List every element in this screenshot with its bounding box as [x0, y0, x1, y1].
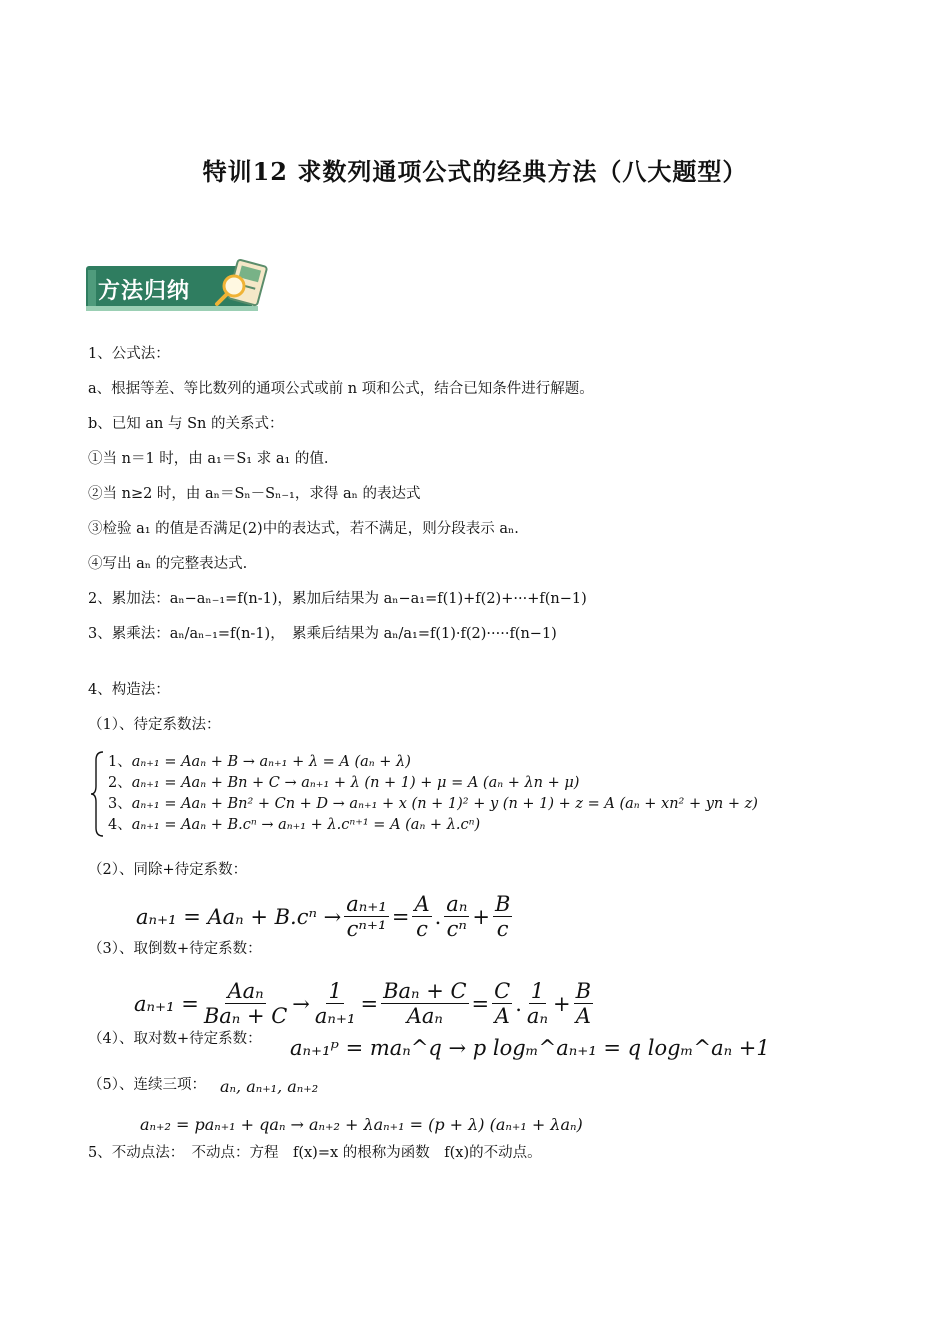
- badge-label: 方法归纳: [98, 279, 191, 304]
- step-3: ③检验 a₁ 的值是否满足(2)中的表达式，若不满足，则分段表示 aₙ.: [88, 521, 519, 537]
- row-formula: aₙ₊₁ = Aaₙ + B.cⁿ → aₙ₊₁ + λ.cⁿ⁺¹ = A (aₙ + λ.cⁿ): [131, 817, 481, 833]
- row-formula: aₙ₊₁ = Aaₙ + Bn + C → aₙ₊₁ + λ (n + 1) + μ = A (aₙ + λn + μ): [131, 775, 580, 791]
- system-row: [108, 752, 758, 773]
- fraction: $\frac{C}{A}$: [494, 979, 511, 1029]
- step-2: ②当 n≥2 时，由 aₙ＝Sₙ－Sₙ₋₁，求得 aₙ 的表达式: [88, 486, 421, 502]
- system-row: [108, 773, 758, 794]
- section-formula-a: a、根据等差、等比数列的通项公式或前 n 项和公式，结合已知条件进行解题。: [88, 381, 594, 397]
- left-brace: [90, 750, 106, 838]
- step-4: ④写出 aₙ 的完整表达式.: [88, 556, 248, 572]
- fraction: $\frac{\text{Baₙ + C}}{\text{Aaₙ}}$: [383, 979, 467, 1029]
- formula-reciprocal: aₙ₊₁ = $\frac{\text{Aaₙ}}{\text{Baₙ + C}}$ → $\frac{1}{\text{aₙ₊₁}}$ = $\frac{\text{Baₙ + C}}{\text{Aaₙ}}$ = $\frac{C}{A}$ . $\frac{1}{\text{aₙ}}$ + $\frac{B}{A}$: [134, 979, 591, 1029]
- fraction: $\frac{A}{c}$: [414, 892, 430, 942]
- subsection-three-terms: （5）、连续三项：: [88, 1077, 206, 1093]
- section-accumulate-sum: 2、累加法：aₙ−aₙ₋₁=f(n-1)，累加后结果为 aₙ−a₁=f(1)+f(2)+···+f(n−1): [88, 591, 587, 607]
- formula-three-term-recurrence: aₙ₊₂ = paₙ₊₁ + qaₙ → aₙ₊₂ + λaₙ₊₁ = (p + λ) (aₙ₊₁ + λaₙ): [140, 1115, 583, 1134]
- row-label: 3、: [108, 796, 132, 812]
- section-construction: 4、构造法：: [88, 682, 170, 698]
- section-accumulate-product: 3、累乘法：aₙ/aₙ₋₁=f(n-1)， 累乘后结果为 aₙ/a₁=f(1)·f(2)·····f(n−1): [88, 626, 557, 642]
- fraction: $\frac{1}{\text{aₙ₊₁}}$: [314, 979, 356, 1029]
- subsection-reciprocal: （3）、取倒数+待定系数：: [88, 941, 262, 957]
- row-label: 2、: [108, 775, 132, 791]
- step-1: ①当 n＝1 时，由 a₁＝S₁ 求 a₁ 的值.: [88, 451, 329, 467]
- section-formula-b: b、已知 an 与 Sn 的关系式：: [88, 416, 284, 432]
- system-row: [108, 794, 758, 815]
- method-summary-badge: [86, 266, 258, 316]
- row-formula: aₙ₊₁ = Aaₙ + Bn² + Cn + D → aₙ₊₁ + x (n + 1)² + y (n + 1) + z = A (aₙ + xn² + yn + z): [131, 796, 758, 812]
- subsection-undetermined-coefficients: （1）、待定系数法：: [88, 717, 221, 733]
- system-row: [108, 815, 758, 836]
- fraction: $\frac{\text{aₙ₊₁}}{\text{cⁿ⁺¹}}$: [346, 892, 387, 942]
- fraction: $\frac{\text{aₙ}}{\text{cⁿ}}$: [446, 892, 468, 942]
- row-label: 1、: [108, 754, 132, 770]
- row-formula: aₙ₊₁ = Aaₙ + B → aₙ₊₁ + λ = A (aₙ + λ): [131, 754, 411, 770]
- fraction: $\frac{\text{Aaₙ}}{\text{Baₙ + C}}$: [203, 979, 288, 1029]
- fraction: $\frac{B}{A}$: [575, 979, 591, 1029]
- formula-lhs: aₙ₊₁ =: [134, 991, 199, 1016]
- formula-divide: aₙ₊₁ = Aaₙ + B.cⁿ → $\frac{\text{aₙ₊₁}}{\text{cⁿ⁺¹}}$ = $\frac{A}{c}$ . $\frac{\text{aₙ}}{\text{cⁿ}}$ + $\frac{B}{c}$: [136, 892, 511, 942]
- row-label: 4、: [108, 817, 132, 833]
- fraction: $\frac{B}{c}$: [494, 892, 511, 942]
- construction-system: [108, 752, 758, 836]
- subsection-logarithm: （4）、取对数+待定系数：: [88, 1031, 262, 1047]
- section-formula-method: 1、公式法：: [88, 346, 170, 362]
- formula-logarithm: aₙ₊₁ᵖ = maₙ^q → p logₘ^aₙ₊₁ = q logₘ^aₙ +1: [290, 1036, 770, 1060]
- fraction: $\frac{1}{\text{aₙ}}$: [526, 979, 548, 1029]
- formula-lhs: aₙ₊₁ = Aaₙ + B.cⁿ →: [136, 904, 342, 929]
- page-title: 特训12 求数列通项公式的经典方法（八大题型）: [202, 157, 748, 186]
- subsection-divide: （2）、同除+待定系数：: [88, 862, 248, 878]
- section-fixed-point: 5、不动点法： 不动点：方程 f(x)=x 的根称为函数 f(x)的不动点。: [88, 1145, 542, 1161]
- formula-three-terms: aₙ, aₙ₊₁, aₙ₊₂: [220, 1077, 319, 1096]
